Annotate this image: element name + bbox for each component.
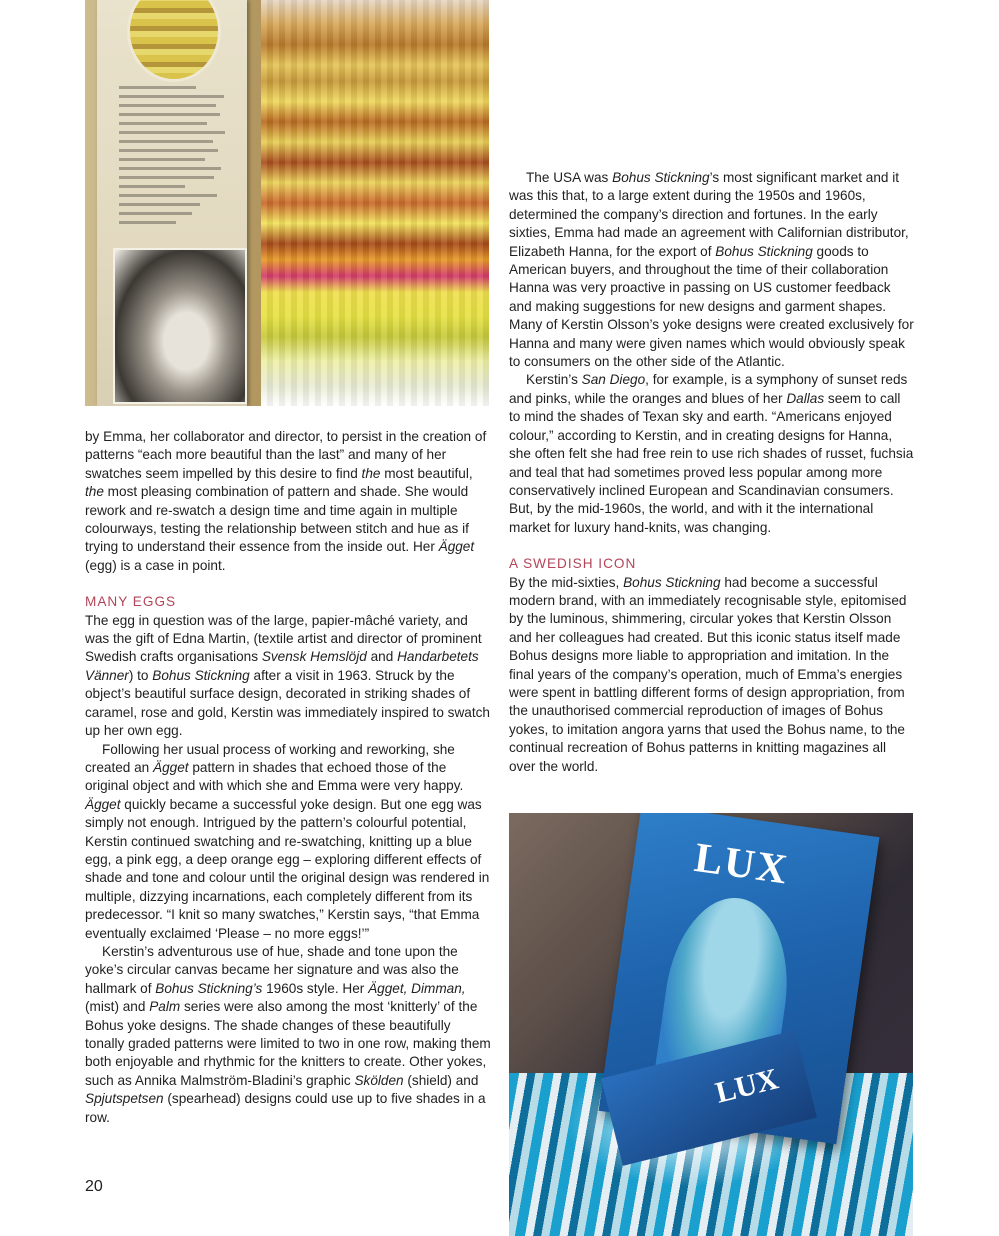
page-number: 20 xyxy=(85,1178,103,1195)
paragraph: by Emma, her collaborator and director, to persist in the creation of patterns “each more beautiful than the last” and many of her swatches seem impelled by this desire to find the most beautiful, the most pleasing combination of pattern and shade. She would rework and re-swatch a design time and time again in multiple colourways, testing the relationship between stitch and hue as if trying to understand their essence from the inside out. Her Ägget (egg) is a case in point. xyxy=(85,429,487,573)
photo-clipping-and-swatch xyxy=(85,0,489,406)
knitted-swatch xyxy=(261,0,489,406)
italic-term: Ägget xyxy=(153,759,189,775)
italic-term: Bohus Stickning’s xyxy=(155,980,263,996)
lux-box-side-label: LUX xyxy=(712,1062,782,1110)
lux-box-label: LUX xyxy=(691,834,792,894)
paragraph: By the mid-sixties, Bohus Stickning had become a successful modern brand, with an immediately recognisable style, epitomised by the luminous, shimmering, circular yokes that Kerstin Olsson and her colleagues had created. But this iconic status itself made Bohus designs more liable to appropriation and imitation. In the final years of the company’s operation, much of Emma’s energies were spent in battling different forms of design appropriation, from the unauthorised commercial reproduction of images of Bohus yokes, to imitation angora yarns that used the Bohus name, to the continual recreation of Bohus patterns in knitting magazines all over the world. xyxy=(509,574,907,774)
paragraph: The egg in question was of the large, papier-mâché variety, and was the gift of Edna Martin, (textile artist and director of prominent Swedish crafts organisations Svensk Hemslöjd and Handarbetets Vänner) to Bohus Stickning after a visit in 1963. Struck by the object’s beautiful surface design, decorated in striking shades of caramel, rose and gold, Kerstin was immediately inspired to swatch up her own egg. xyxy=(85,612,490,739)
italic-term: Svensk Hemslöjd xyxy=(261,649,367,665)
italic-term: Ägget xyxy=(438,539,475,555)
italic-term: San Diego xyxy=(581,372,646,388)
text-column-left xyxy=(85,428,492,1127)
italic-term: the xyxy=(85,484,104,500)
magazine-clipping xyxy=(97,0,247,406)
photo-lux-box-and-sweater xyxy=(509,813,913,1236)
italic-term: Bohus Stickning xyxy=(612,170,710,185)
italic-term: Spjutspetsen xyxy=(85,1091,164,1107)
italic-term: Bohus Stickning xyxy=(623,574,721,590)
section-heading-a-swedish-icon: A SWEDISH ICON xyxy=(509,556,637,572)
italic-term: Dallas xyxy=(786,390,825,406)
paragraph: Following her usual process of working and reworking, she created an Ägget pattern in shades that echoed those of the original object and with which she and Emma were very happy. Ägget quickly became a successful yoke design. But one egg was simply not enough. Intrigued by the pattern’s colourful potential, Kerstin continued swatching and re-swatching, knitting up a blue egg, a pink egg, a deep orange egg – exploring different effects of shade and tone and colour until the original design was rendered in multiple, dizzying incarnations, each completely different from its predecessor. “I knit so many swatches,” Kerstin says, “that Emma eventually exclaimed ‘Please – no more eggs!’” xyxy=(85,741,490,941)
italic-term: Skölden xyxy=(354,1072,404,1088)
paragraph: The USA was Bohus Stickning’s most significant market and it was this that, to a large extent during the 1950s and 1960s, determined the company’s direction and fortunes. In the early sixties, Emma had made an agreement with Californian distributor, Elizabeth Hanna, for the export of Bohus Stickning goods to American buyers, and throughout the time of their collaboration Hanna was very proactive in passing on US customer feedback and making suggestions for new designs and garment shapes. Many of Kerstin Olsson’s yoke designs were created exclusively for Hanna and many were given names which would obviously speak to consumers on the other side of the Atlantic. xyxy=(509,170,914,370)
clipping-text-lines xyxy=(119,86,229,230)
italic-term: Palm xyxy=(149,999,181,1015)
italic-term: Ägget xyxy=(85,796,121,812)
italic-term: Bohus Stickning xyxy=(152,667,250,683)
italic-term: Bohus Stickning xyxy=(715,243,813,259)
text-column-right xyxy=(509,169,914,776)
italic-term: Handarbetets Vänner xyxy=(85,649,479,683)
italic-term: Ägget, Dimman, xyxy=(368,980,466,996)
italic-term: the xyxy=(361,465,381,481)
paragraph: Kerstin’s adventurous use of hue, shade and tone upon the yoke’s circular canvas became her signature and was also the hallmark of Bohus Stickning’s 1960s style. Her Ägget, Dimman, (mist) and Palm series were also among the most ‘knitterly’ of the Bohus yoke designs. The shade changes of these beautifully tonally graded patterns were limited to two in one row, making them both enjoyable and rhythmic for the knitters to create. Other yokes, such as Annika Malmström-Bladini’s graphic Skölden (shield) and Spjutspetsen (spearhead) designs could use up to five shades in a row. xyxy=(85,943,491,1125)
clipping-egg-image xyxy=(127,0,221,82)
paragraph: Kerstin’s San Diego, for example, is a symphony of sunset reds and pinks, while the oranges and blues of her Dallas seem to call to mind the shades of Texan sky and earth. “Americans enjoyed colour,” according to Kerstin, and in creating designs for Hanna, she often felt she had free rein to use rich shades of russet, fuchsia and teal that had sometimes proved less popular among more conservatively inclined European and Scandinavian consumers. But, by the mid-1960s, the world, and with it the international market for luxury hand-knits, was changing. xyxy=(509,372,914,535)
clipping-portrait-photo xyxy=(113,248,247,404)
section-heading-many-eggs: MANY EGGS xyxy=(85,594,177,610)
